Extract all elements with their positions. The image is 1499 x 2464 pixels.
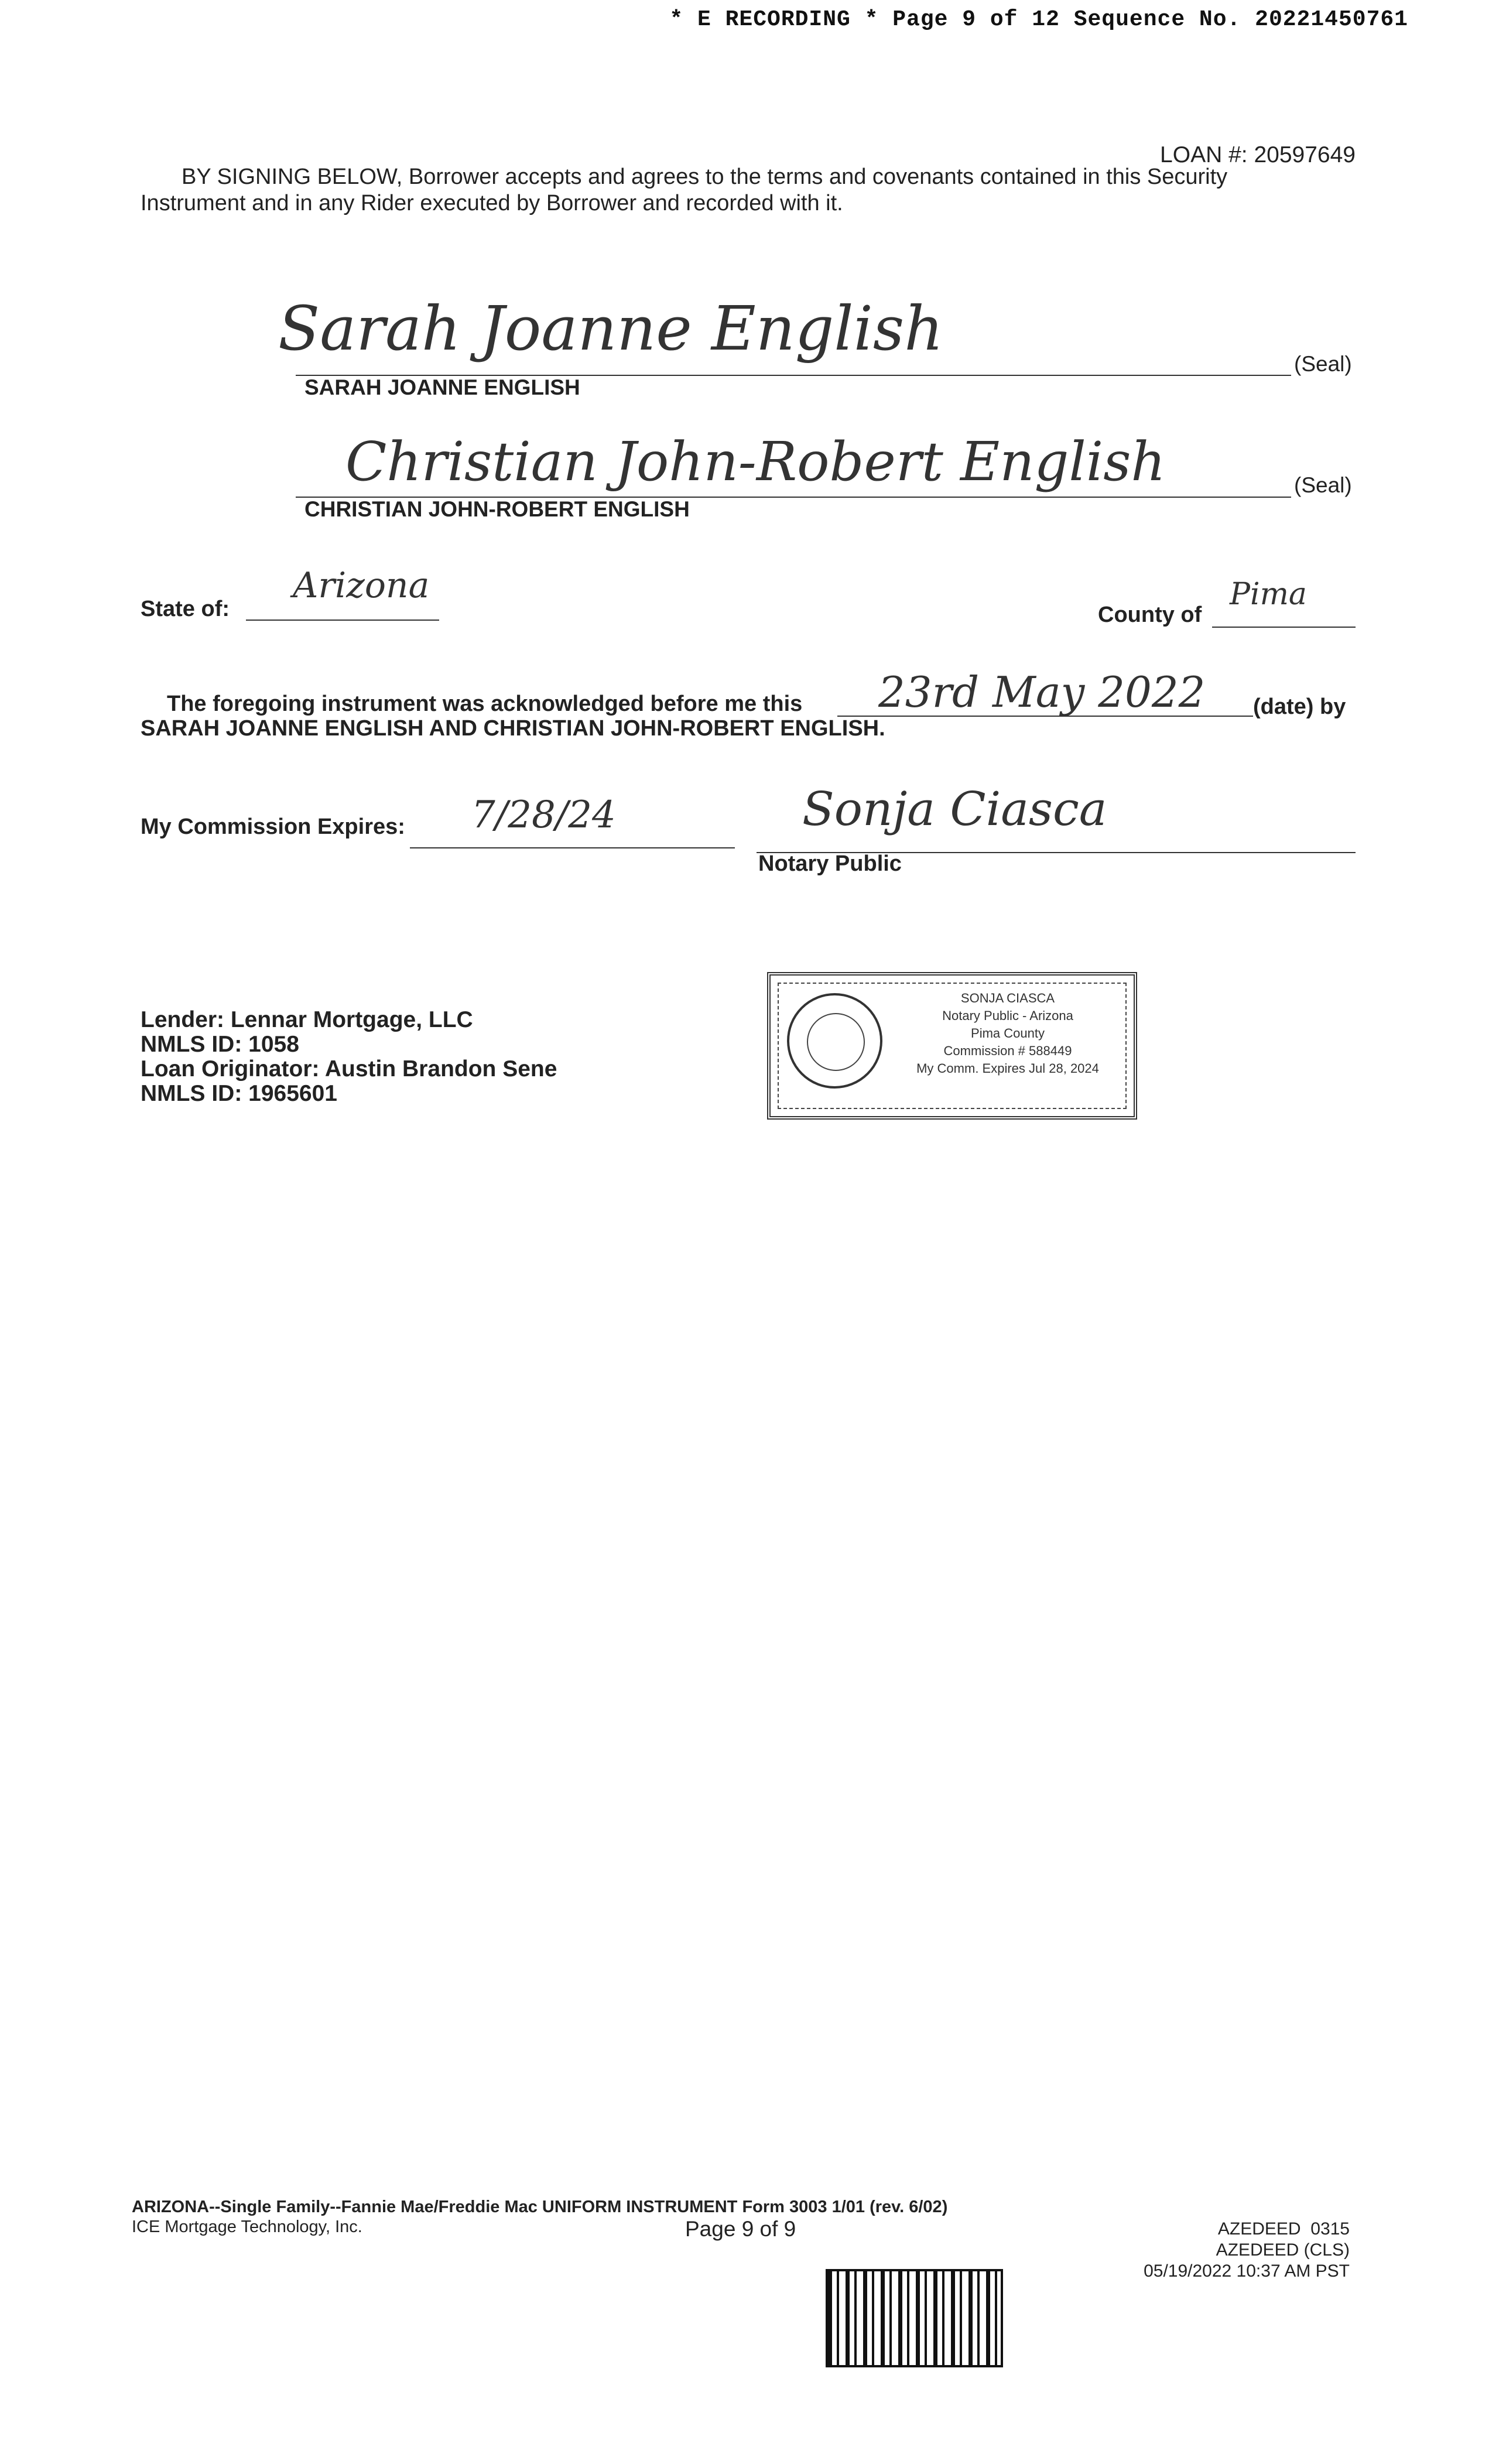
signature-christian: Christian John-Robert English xyxy=(345,430,1166,493)
ack-suffix: (date) by xyxy=(1253,694,1346,719)
stamp-text xyxy=(896,990,1119,1077)
datamatrix-barcode xyxy=(826,2269,1003,2367)
ack-date: 23rd May 2022 xyxy=(878,668,1206,717)
county-label: County of xyxy=(1098,603,1202,627)
footer-timestamp: 05/19/2022 10:37 AM PST xyxy=(1144,2261,1350,2281)
notary-stamp xyxy=(767,972,1137,1120)
lender-nmls: NMLS ID: 1058 xyxy=(141,1032,299,1057)
ack-line-1: The foregoing instrument was acknowledged before me this xyxy=(167,692,803,716)
loan-number-value: 20597649 xyxy=(1254,142,1356,167)
seal-label-1: (Seal) xyxy=(1294,352,1352,376)
ack-line-2: SARAH JOANNE ENGLISH AND CHRISTIAN JOHN-ROBERT ENGLISH. xyxy=(141,716,885,741)
borrower-name-1: SARAH JOANNE ENGLISH xyxy=(304,375,580,399)
footer-code-1: AZEDEED 0315 xyxy=(1217,2219,1350,2239)
footer-form-line: ARIZONA--Single Family--Fannie Mae/Freddie Mac UNIFORM INSTRUMENT Form 3003 1/01 (rev. 6/02) xyxy=(132,2198,948,2216)
seal-label-2: (Seal) xyxy=(1294,473,1352,497)
county-line xyxy=(1212,627,1356,628)
state-value: Arizona xyxy=(293,565,430,606)
originator-nmls: NMLS ID: 1965601 xyxy=(141,1081,337,1106)
commission-value: 7/28/24 xyxy=(471,793,616,837)
footer-page-number: Page 9 of 9 xyxy=(685,2217,796,2241)
notary-public-label: Notary Public xyxy=(758,851,902,876)
state-seal-inner xyxy=(807,1013,865,1071)
signature-sarah: Sarah Joanne English xyxy=(278,293,944,364)
county-value: Pima xyxy=(1230,577,1307,612)
notary-signature: Sonja Ciasca xyxy=(802,782,1107,836)
intro-line-2: Instrument and in any Rider executed by Borrower and recorded with it. xyxy=(141,191,843,215)
stamp-title: Notary Public - Arizona xyxy=(942,1008,1073,1023)
stamp-commission: Commission # 588449 xyxy=(943,1043,1072,1058)
stamp-name: SONJA CIASCA xyxy=(960,991,1055,1005)
stamp-expires: My Comm. Expires Jul 28, 2024 xyxy=(916,1061,1099,1076)
lender-line: Lender: Lennar Mortgage, LLC xyxy=(141,1007,473,1032)
stamp-county: Pima County xyxy=(971,1026,1045,1041)
loan-number-label: LOAN #: xyxy=(1160,142,1248,167)
footer-code-2: AZEDEED (CLS) xyxy=(1216,2240,1350,2260)
commission-label: My Commission Expires: xyxy=(141,815,405,839)
recording-header: * E RECORDING * Page 9 of 12 Sequence No. 20221450761 xyxy=(669,7,1408,32)
ack-date-line xyxy=(837,716,1253,717)
state-seal-icon xyxy=(787,993,882,1089)
footer-company: ICE Mortgage Technology, Inc. xyxy=(132,2217,362,2236)
borrower-name-2: CHRISTIAN JOHN-ROBERT ENGLISH xyxy=(304,497,690,521)
originator-line: Loan Originator: Austin Brandon Sene xyxy=(141,1056,557,1082)
state-line xyxy=(246,620,439,621)
intro-line-1: BY SIGNING BELOW, Borrower accepts and agrees to the terms and covenants contained in this Security xyxy=(182,165,1228,189)
commission-line xyxy=(410,847,735,848)
state-label: State of: xyxy=(141,597,230,621)
